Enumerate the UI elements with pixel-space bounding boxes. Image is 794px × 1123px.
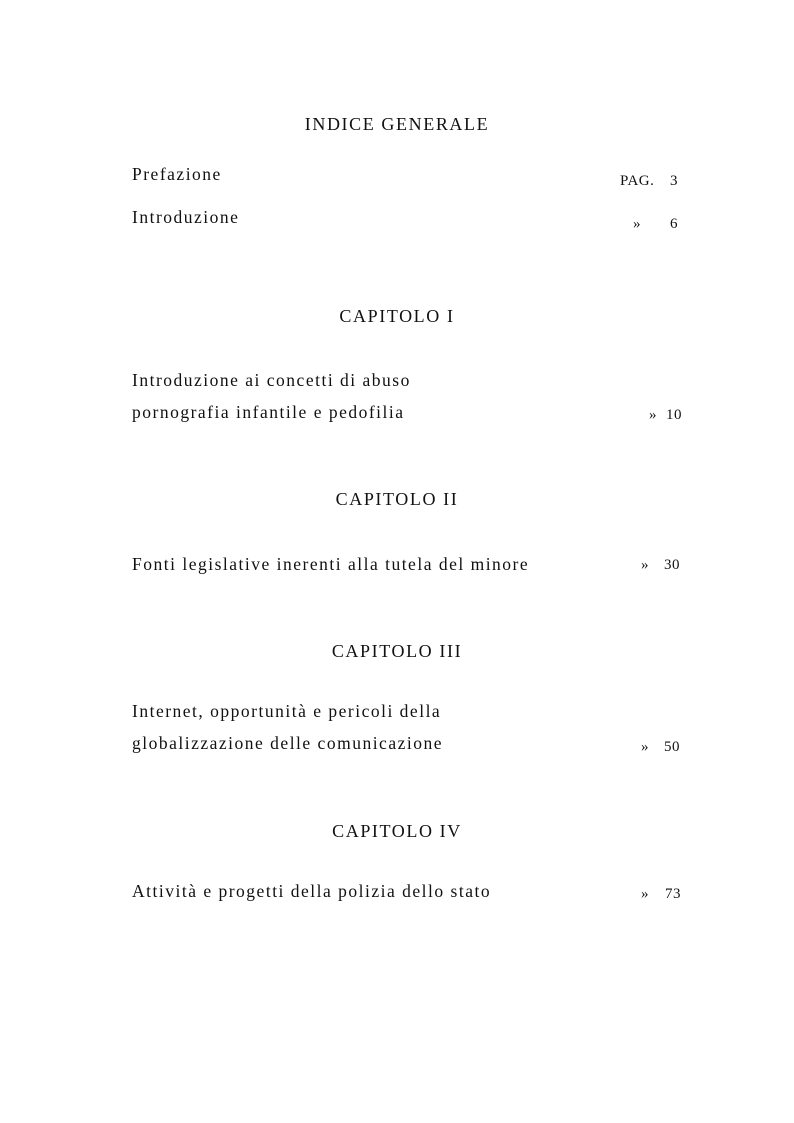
chapter-1-title-line-1: Introduzione ai concetti di abuso xyxy=(132,370,411,390)
toc-entry-prefazione: Prefazione xyxy=(132,164,222,184)
chapter-heading-3: CAPITOLO III xyxy=(331,641,463,661)
chapter-1-title-line-2: pornografia infantile e pedofilia xyxy=(132,402,405,422)
chapter-heading-4: CAPITOLO IV xyxy=(332,821,462,841)
page-number-chapter-2: 30 xyxy=(664,557,680,573)
chapter-3-title-line-1: Internet, opportunità e pericoli della xyxy=(132,701,442,721)
chapter-2-title-line-1: Fonti legislative inerenti alla tutela del minore xyxy=(132,554,530,574)
chapter-heading-1: CAPITOLO I xyxy=(339,306,455,326)
page-number-prefazione: 3 xyxy=(670,173,678,189)
ditto-marker: » xyxy=(641,886,649,902)
page-number-chapter-1: 10 xyxy=(666,407,682,423)
page-number-chapter-3: 50 xyxy=(664,739,680,755)
toc-entry-introduzione: Introduzione xyxy=(132,207,240,227)
ditto-marker: » xyxy=(633,216,641,232)
toc-heading: INDICE GENERALE xyxy=(304,114,490,134)
ditto-marker: » xyxy=(649,407,657,423)
page-number-introduzione: 6 xyxy=(670,216,678,232)
ditto-marker: » xyxy=(641,557,649,573)
page-label: PAG. xyxy=(620,173,655,189)
ditto-marker: » xyxy=(641,739,649,755)
chapter-3-title-line-2: globalizzazione delle comunicazione xyxy=(132,733,443,753)
chapter-4-title-line-1: Attività e progetti della polizia dello stato xyxy=(132,881,492,901)
chapter-heading-2: CAPITOLO II xyxy=(335,489,459,509)
page-number-chapter-4: 73 xyxy=(665,886,681,902)
